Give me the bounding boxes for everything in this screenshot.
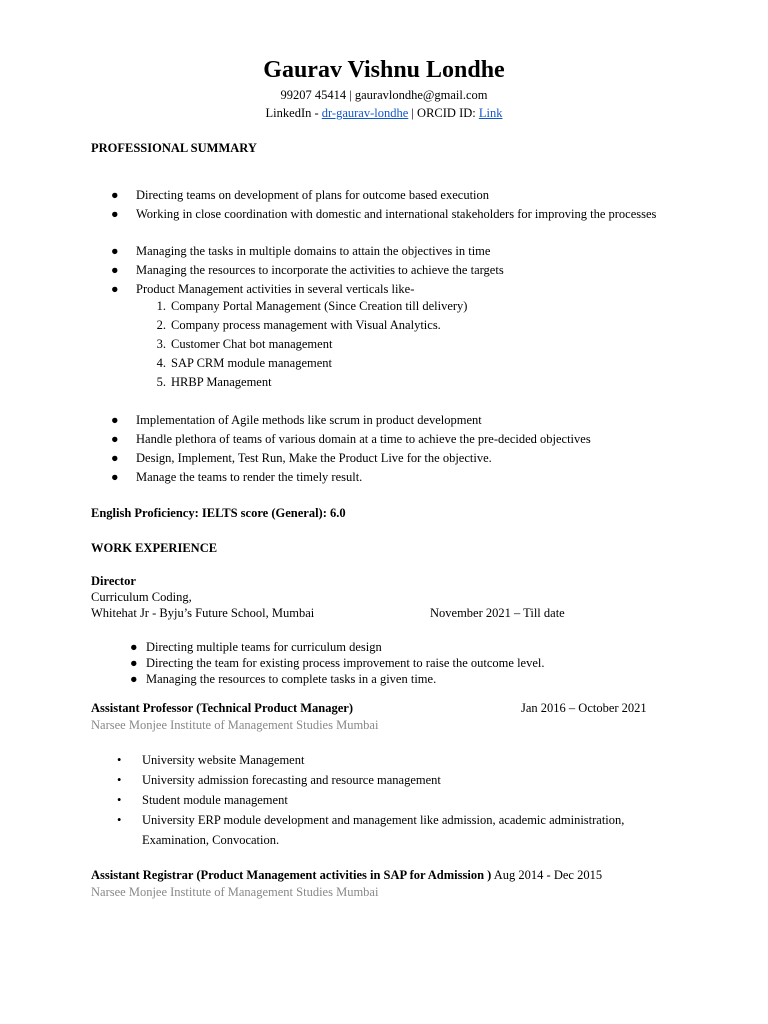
bullet-icon: ●	[111, 188, 119, 202]
job2-org: Narsee Monjee Institute of Management Studies Mumbai	[91, 718, 379, 732]
bullet-text: Manage the teams to render the timely result.	[136, 470, 363, 484]
bullet-text: University admission forecasting and resource management	[142, 773, 441, 787]
candidate-name: Gaurav Vishnu Londhe	[263, 57, 505, 83]
work-heading: WORK EXPERIENCE	[91, 541, 218, 555]
bullet-text: Managing the resources to complete tasks in a given time.	[146, 672, 437, 686]
bullet-text: Directing the team for existing process improvement to raise the outcome level.	[146, 656, 545, 670]
bullet-icon: •	[117, 793, 122, 807]
bullet-icon: ●	[130, 672, 138, 686]
bullet-icon: ●	[111, 207, 119, 221]
list-item	[117, 810, 687, 850]
bullet-icon: ●	[111, 282, 119, 296]
job2-dates: Jan 2016 – October 2021	[521, 701, 647, 715]
resume-page: Gaurav Vishnu Londhe 99207 45414 | gauravlondhe@gmail.com LinkedIn - dr-gaurav-londhe | ORCID ID: Link PROFESSIONAL SUMMARY ● Directing teams on development of plans for outcome based execution ● Working in close coordination with domestic and international stakeholders for improving the processes ● Managing the tasks in multiple domains to attain the objectives in time ● Managing the resources to incorporate the activities to achieve the targets ● Product Management activities in several verticals like- 1. Company Portal Management (Since Creation till delivery) 2. Company process management with Visual Analytics. 3. Customer Chat bot management 4. SAP CRM module management 5. HRBP Management ● Implementation of Agile methods like scrum in product development ● Handle plethora of teams of various domain at a time to achieve the pre-decided objectives ● Design, Implement, Test Run, Make the Product Live for the objective. ● Manage the teams to render the timely result. English Proficiency: IELTS score (General): 6.0 WORK EXPERIENCE Director Curriculum Coding, Whitehat Jr - Byju’s Future School, Mumbai November 2021 – Till date ● Directing multiple teams for curriculum design ● Directing the team for existing process improvement to raise the outcome level. ● Managing the resources to complete tasks in a given time. Assistant Professor (Technical Product Manager) Jan 2016 – October 2021 Narsee Monjee Institute of Management Studies Mumbai • University website Management • University admission forecasting and resource management • Student module management • University ERP module development and management like admission, academic administration, Examination, Convocation. Assistant Registrar (Product Management activities in SAP for Admission ) Aug 2014 - Dec 2015 Narsee Monjee Institute of Management Studies Mumbai	[0, 0, 768, 1024]
numbered-text: HRBP Management	[171, 375, 272, 389]
job2-role: Assistant Professor (Technical Product Manager)	[91, 701, 354, 715]
bullet-text: Product Management activities in several verticals like-	[136, 282, 415, 296]
bullet-text: University website Management	[142, 753, 305, 767]
bullet-icon: •	[117, 773, 122, 787]
bullet-text: Design, Implement, Test Run, Make the Product Live for the objective.	[136, 451, 492, 465]
bullet-icon: •	[117, 813, 122, 827]
bullet-text: Managing the resources to incorporate the activities to achieve the targets	[136, 263, 504, 277]
job1-dept: Curriculum Coding,	[91, 590, 192, 604]
bullet-icon: ●	[111, 244, 119, 258]
english-proficiency: English Proficiency: IELTS score (General): 6.0	[91, 506, 346, 520]
orcid-link[interactable]: Link	[478, 106, 503, 120]
bullet-text: Managing the tasks in multiple domains to attain the objectives in time	[136, 244, 491, 258]
bullet-text: Directing multiple teams for curriculum design	[146, 640, 382, 654]
bullet-icon: ●	[111, 451, 119, 465]
job3-org: Narsee Monjee Institute of Management Studies Mumbai	[91, 885, 379, 899]
bullet-text: Student module management	[142, 793, 288, 807]
bullet-icon: ●	[130, 656, 138, 670]
job1-dates: November 2021 – Till date	[430, 606, 565, 620]
contact-line: 99207 45414 | gauravlondhe@gmail.com	[280, 88, 488, 102]
job1-org: Whitehat Jr - Byju’s Future School, Mumbai	[91, 606, 315, 620]
bullet-icon: ●	[130, 640, 138, 654]
bullet-icon: ●	[111, 413, 119, 427]
bullet-icon: ●	[111, 263, 119, 277]
job3-role: Assistant Registrar (Product Management activities in SAP for Admission )	[91, 868, 492, 882]
bullet-text: Handle plethora of teams of various domain at a time to achieve the pre-decided objectives	[136, 432, 591, 446]
bullet-text: University ERP module development and management like admission, academic administration, Examination, Convocation.	[142, 813, 625, 847]
summary-heading: PROFESSIONAL SUMMARY	[91, 141, 257, 155]
bullet-text: Implementation of Agile methods like scrum in product development	[136, 413, 482, 427]
list-item	[111, 205, 681, 243]
job3-header	[91, 868, 602, 883]
numbered-text: Company Portal Management (Since Creation till delivery)	[171, 299, 468, 313]
links-line	[0, 106, 768, 121]
job1-role: Director	[91, 574, 136, 588]
numbered-text: SAP CRM module management	[171, 356, 332, 370]
bullet-icon: ●	[111, 470, 119, 484]
bullet-icon: ●	[111, 432, 119, 446]
linkedin-link[interactable]: dr-gaurav-londhe	[321, 106, 409, 120]
linkedin-prefix: LinkedIn -	[265, 106, 322, 120]
bullet-text: Directing teams on development of plans for outcome based execution	[136, 188, 490, 202]
job3-dates: Aug 2014 - Dec 2015	[493, 868, 603, 882]
bullet-icon: •	[117, 753, 122, 767]
orcid-prefix: | ORCID ID:	[408, 106, 479, 120]
numbered-text: Company process management with Visual Analytics.	[171, 318, 441, 332]
numbered-text: Customer Chat bot management	[171, 337, 333, 351]
bullet-text: Working in close coordination with domestic and international stakeholders for improving the processes	[136, 207, 657, 221]
